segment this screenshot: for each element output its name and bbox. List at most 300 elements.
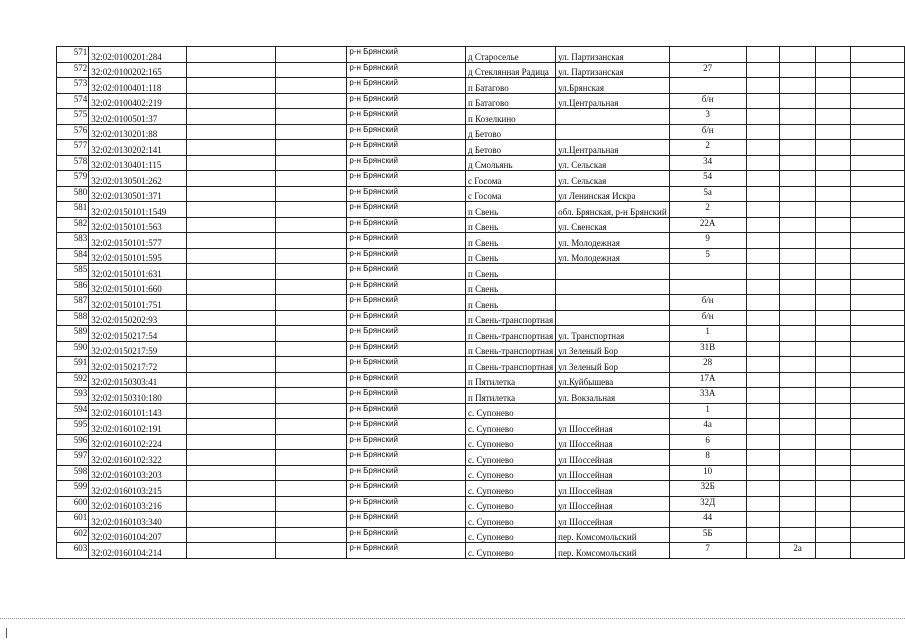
cadastral-number-cell: 32:02:0160103:340 <box>89 512 187 528</box>
house-number-cell: 5Б <box>669 527 746 543</box>
table-row <box>57 93 905 109</box>
empty-cell <box>187 93 276 109</box>
row-number-cell: 598 <box>57 465 89 481</box>
house-number-cell: 3 <box>669 109 746 125</box>
house-number-cell: 6 <box>669 434 746 450</box>
street-cell: ул Шоссейная <box>556 496 670 512</box>
empty-cell <box>851 109 905 125</box>
row-number-cell: 601 <box>57 512 89 528</box>
house-number-cell: 33А <box>669 388 746 404</box>
apartment-cell <box>780 310 816 326</box>
empty-cell <box>851 93 905 109</box>
street-cell: ул Зеленый Бор <box>556 341 670 357</box>
house-number-cell: б/н <box>669 310 746 326</box>
empty-cell <box>275 496 347 512</box>
cadastral-number-cell: 32:02:0130501:371 <box>89 186 187 202</box>
district-cell: р-н Брянский <box>347 155 466 171</box>
row-number-cell: 574 <box>57 93 89 109</box>
district-cell: р-н Брянский <box>347 140 466 156</box>
empty-cell <box>816 543 851 559</box>
empty-cell <box>187 357 276 373</box>
empty-cell <box>746 248 780 264</box>
empty-cell <box>816 434 851 450</box>
street-cell: ул Ленинская Искра <box>556 186 670 202</box>
empty-cell <box>851 248 905 264</box>
district-cell: р-н Брянский <box>347 419 466 435</box>
table-row <box>57 465 905 481</box>
street-cell: пер. Комсомольский <box>556 543 670 559</box>
empty-cell <box>187 512 276 528</box>
street-cell: ул.Куйбышева <box>556 372 670 388</box>
district-cell: р-н Брянский <box>347 264 466 280</box>
apartment-cell <box>780 419 816 435</box>
empty-cell <box>816 264 851 280</box>
district-cell: р-н Брянский <box>347 171 466 187</box>
district-cell: р-н Брянский <box>347 403 466 419</box>
street-cell: ул Зеленый Бор <box>556 357 670 373</box>
locality-cell: с Госома <box>466 171 556 187</box>
row-number-cell: 585 <box>57 264 89 280</box>
table-row <box>57 450 905 466</box>
empty-cell <box>275 140 347 156</box>
apartment-cell <box>780 124 816 140</box>
row-number-cell: 582 <box>57 217 89 233</box>
locality-cell: п Свень <box>466 202 556 218</box>
locality-cell: с. Супонево <box>466 527 556 543</box>
empty-cell <box>187 47 276 63</box>
empty-cell <box>275 357 347 373</box>
street-cell: ул. Вокзальная <box>556 388 670 404</box>
district-cell: р-н Брянский <box>347 527 466 543</box>
empty-cell <box>851 233 905 249</box>
table-row <box>57 512 905 528</box>
house-number-cell: 22А <box>669 217 746 233</box>
empty-cell <box>187 186 276 202</box>
district-cell: р-н Брянский <box>347 279 466 295</box>
house-number-cell: 34 <box>669 155 746 171</box>
house-number-cell: б/н <box>669 93 746 109</box>
empty-cell <box>851 186 905 202</box>
table-row <box>57 140 905 156</box>
empty-cell <box>275 78 347 94</box>
table-row <box>57 403 905 419</box>
district-cell: р-н Брянский <box>347 357 466 373</box>
cadastral-number-cell: 32:02:0160103:203 <box>89 465 187 481</box>
empty-cell <box>187 341 276 357</box>
apartment-cell <box>780 264 816 280</box>
district-cell: р-н Брянский <box>347 341 466 357</box>
locality-cell: п Козелкино <box>466 109 556 125</box>
empty-cell <box>187 171 276 187</box>
empty-cell <box>851 264 905 280</box>
locality-cell: д Старосельe <box>466 47 556 63</box>
empty-cell <box>816 47 851 63</box>
empty-cell <box>187 140 276 156</box>
empty-cell <box>746 388 780 404</box>
apartment-cell <box>780 155 816 171</box>
empty-cell <box>275 419 347 435</box>
empty-cell <box>275 124 347 140</box>
district-cell: р-н Брянский <box>347 47 466 63</box>
apartment-cell <box>780 233 816 249</box>
empty-cell <box>851 434 905 450</box>
page-corner-mark <box>6 628 7 638</box>
cadastral-number-cell: 32:02:0160103:216 <box>89 496 187 512</box>
street-cell: пер. Комсомольский <box>556 527 670 543</box>
locality-cell: п Свень <box>466 248 556 264</box>
empty-cell <box>275 388 347 404</box>
apartment-cell <box>780 326 816 342</box>
empty-cell <box>851 527 905 543</box>
street-cell: ул. Молодежная <box>556 233 670 249</box>
street-cell: ул. Молодежная <box>556 248 670 264</box>
empty-cell <box>851 496 905 512</box>
table-row <box>57 202 905 218</box>
empty-cell <box>187 62 276 78</box>
locality-cell: д Бетово <box>466 124 556 140</box>
apartment-cell <box>780 248 816 264</box>
apartment-cell <box>780 78 816 94</box>
apartment-cell <box>780 217 816 233</box>
empty-cell <box>851 217 905 233</box>
empty-cell <box>816 155 851 171</box>
empty-cell <box>746 47 780 63</box>
empty-cell <box>187 419 276 435</box>
empty-cell <box>851 372 905 388</box>
empty-cell <box>275 62 347 78</box>
empty-cell <box>275 202 347 218</box>
empty-cell <box>187 202 276 218</box>
empty-cell <box>187 527 276 543</box>
empty-cell <box>746 140 780 156</box>
apartment-cell: 2а <box>780 543 816 559</box>
locality-cell: п Свень-транспортная <box>466 357 556 373</box>
empty-cell <box>746 202 780 218</box>
cadastral-number-cell: 32:02:0160104:214 <box>89 543 187 559</box>
empty-cell <box>816 248 851 264</box>
table-row <box>57 279 905 295</box>
empty-cell <box>851 341 905 357</box>
cadastral-number-cell: 32:02:0100201:284 <box>89 47 187 63</box>
cadastral-number-cell: 32:02:0160102:224 <box>89 434 187 450</box>
cadastral-number-cell: 32:02:0160102:322 <box>89 450 187 466</box>
row-number-cell: 583 <box>57 233 89 249</box>
empty-cell <box>275 481 347 497</box>
empty-cell <box>275 512 347 528</box>
empty-cell <box>816 512 851 528</box>
row-number-cell: 581 <box>57 202 89 218</box>
street-cell: ул Шоссейная <box>556 419 670 435</box>
empty-cell <box>816 481 851 497</box>
row-number-cell: 578 <box>57 155 89 171</box>
street-cell: ул. Свенская <box>556 217 670 233</box>
empty-cell <box>851 47 905 63</box>
locality-cell: п Свень-транспортная <box>466 326 556 342</box>
empty-cell <box>746 171 780 187</box>
empty-cell <box>187 109 276 125</box>
empty-cell <box>275 171 347 187</box>
empty-cell <box>275 372 347 388</box>
apartment-cell <box>780 388 816 404</box>
empty-cell <box>187 481 276 497</box>
apartment-cell <box>780 109 816 125</box>
cadastral-number-cell: 32:02:0130401:115 <box>89 155 187 171</box>
locality-cell: п Свень <box>466 279 556 295</box>
empty-cell <box>746 186 780 202</box>
empty-cell <box>187 465 276 481</box>
empty-cell <box>816 109 851 125</box>
cadastral-number-cell: 32:02:0150217:59 <box>89 341 187 357</box>
cadastral-number-cell: 32:02:0150310:180 <box>89 388 187 404</box>
empty-cell <box>187 124 276 140</box>
empty-cell <box>816 295 851 311</box>
row-number-cell: 596 <box>57 434 89 450</box>
cadastral-number-cell: 32:02:0150101:563 <box>89 217 187 233</box>
empty-cell <box>275 109 347 125</box>
empty-cell <box>187 450 276 466</box>
street-cell: ул. Сельская <box>556 155 670 171</box>
table-row <box>57 434 905 450</box>
street-cell: ул. Сельская <box>556 171 670 187</box>
locality-cell: п Свень <box>466 295 556 311</box>
apartment-cell <box>780 279 816 295</box>
empty-cell <box>187 248 276 264</box>
empty-cell <box>746 372 780 388</box>
empty-cell <box>816 62 851 78</box>
apartment-cell <box>780 372 816 388</box>
locality-cell: с. Супонево <box>466 465 556 481</box>
cadastral-number-cell: 32:02:0160103:215 <box>89 481 187 497</box>
empty-cell <box>851 62 905 78</box>
table-row <box>57 357 905 373</box>
empty-cell <box>851 419 905 435</box>
street-cell: ул. Партизанская <box>556 47 670 63</box>
table-row <box>57 124 905 140</box>
empty-cell <box>851 543 905 559</box>
locality-cell: д Бетово <box>466 140 556 156</box>
table-row <box>57 543 905 559</box>
empty-cell <box>275 279 347 295</box>
locality-cell: с. Супонево <box>466 512 556 528</box>
district-cell: р-н Брянский <box>347 295 466 311</box>
street-cell: ул. Транспортная <box>556 326 670 342</box>
empty-cell <box>851 388 905 404</box>
locality-cell: п Свень-транспортная <box>466 341 556 357</box>
table-row <box>57 295 905 311</box>
house-number-cell <box>669 47 746 63</box>
district-cell: р-н Брянский <box>347 465 466 481</box>
row-number-cell: 603 <box>57 543 89 559</box>
empty-cell <box>746 357 780 373</box>
street-cell: ул Шоссейная <box>556 481 670 497</box>
table-row <box>57 155 905 171</box>
empty-cell <box>746 233 780 249</box>
locality-cell: д Смольянь <box>466 155 556 171</box>
empty-cell <box>816 124 851 140</box>
district-cell: р-н Брянский <box>347 434 466 450</box>
apartment-cell <box>780 341 816 357</box>
empty-cell <box>275 264 347 280</box>
row-number-cell: 591 <box>57 357 89 373</box>
house-number-cell: 31В <box>669 341 746 357</box>
cadastral-number-cell: 32:02:0150101:1549 <box>89 202 187 218</box>
locality-cell: с. Супонево <box>466 450 556 466</box>
row-number-cell: 600 <box>57 496 89 512</box>
apartment-cell <box>780 527 816 543</box>
cadastral-number-cell: 32:02:0150101:595 <box>89 248 187 264</box>
empty-cell <box>816 279 851 295</box>
row-number-cell: 594 <box>57 403 89 419</box>
empty-cell <box>746 419 780 435</box>
apartment-cell <box>780 62 816 78</box>
district-cell: р-н Брянский <box>347 372 466 388</box>
street-cell: ул.Брянская <box>556 78 670 94</box>
row-number-cell: 592 <box>57 372 89 388</box>
empty-cell <box>746 543 780 559</box>
street-cell <box>556 279 670 295</box>
locality-cell: д Стеклянная Радица <box>466 62 556 78</box>
house-number-cell: 27 <box>669 62 746 78</box>
row-number-cell: 577 <box>57 140 89 156</box>
empty-cell <box>816 140 851 156</box>
table-row <box>57 310 905 326</box>
street-cell <box>556 310 670 326</box>
row-number-cell: 572 <box>57 62 89 78</box>
apartment-cell <box>780 47 816 63</box>
empty-cell <box>275 527 347 543</box>
cadastral-number-cell: 32:02:0100202:165 <box>89 62 187 78</box>
street-cell <box>556 264 670 280</box>
locality-cell: п Свень-транспортная <box>466 310 556 326</box>
apartment-cell <box>780 171 816 187</box>
empty-cell <box>851 450 905 466</box>
empty-cell <box>851 310 905 326</box>
house-number-cell: 54 <box>669 171 746 187</box>
empty-cell <box>746 62 780 78</box>
row-number-cell: 586 <box>57 279 89 295</box>
empty-cell <box>851 279 905 295</box>
apartment-cell <box>780 140 816 156</box>
empty-cell <box>275 450 347 466</box>
apartment-cell <box>780 93 816 109</box>
empty-cell <box>816 388 851 404</box>
empty-cell <box>746 295 780 311</box>
district-cell: р-н Брянский <box>347 496 466 512</box>
empty-cell <box>816 372 851 388</box>
house-number-cell: 4а <box>669 419 746 435</box>
table-row <box>57 481 905 497</box>
house-number-cell: 7 <box>669 543 746 559</box>
empty-cell <box>187 434 276 450</box>
empty-cell <box>746 279 780 295</box>
cadastral-number-cell: 32:02:0160102:191 <box>89 419 187 435</box>
row-number-cell: 595 <box>57 419 89 435</box>
street-cell: ул Шоссейная <box>556 512 670 528</box>
house-number-cell: 2 <box>669 202 746 218</box>
house-number-cell: 5а <box>669 186 746 202</box>
empty-cell <box>187 279 276 295</box>
cadastral-number-cell: 32:02:0150303:41 <box>89 372 187 388</box>
empty-cell <box>816 217 851 233</box>
empty-cell <box>187 155 276 171</box>
empty-cell <box>746 78 780 94</box>
empty-cell <box>275 47 347 63</box>
empty-cell <box>816 403 851 419</box>
row-number-cell: 573 <box>57 78 89 94</box>
empty-cell <box>746 481 780 497</box>
street-cell: ул Шоссейная <box>556 450 670 466</box>
empty-cell <box>275 403 347 419</box>
locality-cell: с. Супонево <box>466 403 556 419</box>
empty-cell <box>816 326 851 342</box>
row-number-cell: 571 <box>57 47 89 63</box>
locality-cell: с. Супонево <box>466 481 556 497</box>
apartment-cell <box>780 403 816 419</box>
cadastral-number-cell: 32:02:0150101:751 <box>89 295 187 311</box>
table-row <box>57 248 905 264</box>
apartment-cell <box>780 186 816 202</box>
empty-cell <box>851 171 905 187</box>
street-cell: обл. Брянская, р-н Брянский <box>556 202 670 218</box>
cadastral-number-cell: 32:02:0150202:93 <box>89 310 187 326</box>
locality-cell: п Батагово <box>466 93 556 109</box>
empty-cell <box>187 372 276 388</box>
empty-cell <box>851 465 905 481</box>
house-number-cell: 2 <box>669 140 746 156</box>
row-number-cell: 588 <box>57 310 89 326</box>
empty-cell <box>746 403 780 419</box>
table-row <box>57 419 905 435</box>
empty-cell <box>746 93 780 109</box>
cadastral-number-cell: 32:02:0130201:88 <box>89 124 187 140</box>
empty-cell <box>275 326 347 342</box>
cadastral-number-cell: 32:02:0150217:72 <box>89 357 187 373</box>
table-row <box>57 186 905 202</box>
table-row <box>57 264 905 280</box>
empty-cell <box>187 403 276 419</box>
apartment-cell <box>780 512 816 528</box>
empty-cell <box>187 310 276 326</box>
row-number-cell: 593 <box>57 388 89 404</box>
locality-cell: с Госома <box>466 186 556 202</box>
district-cell: р-н Брянский <box>347 62 466 78</box>
empty-cell <box>187 543 276 559</box>
empty-cell <box>816 233 851 249</box>
house-number-cell: 32Б <box>669 481 746 497</box>
locality-cell: п Свень <box>466 233 556 249</box>
table-row <box>57 217 905 233</box>
street-cell <box>556 295 670 311</box>
district-cell: р-н Брянский <box>347 217 466 233</box>
empty-cell <box>275 341 347 357</box>
empty-cell <box>275 248 347 264</box>
house-number-cell: 1 <box>669 326 746 342</box>
cadastral-number-cell: 32:02:0130501:262 <box>89 171 187 187</box>
district-cell: р-н Брянский <box>347 124 466 140</box>
house-number-cell: 44 <box>669 512 746 528</box>
empty-cell <box>851 357 905 373</box>
empty-cell <box>851 295 905 311</box>
empty-cell <box>187 217 276 233</box>
table-row <box>57 496 905 512</box>
empty-cell <box>851 78 905 94</box>
district-cell: р-н Брянский <box>347 326 466 342</box>
house-number-cell: 32Д <box>669 496 746 512</box>
house-number-cell: 28 <box>669 357 746 373</box>
empty-cell <box>187 496 276 512</box>
empty-cell <box>746 124 780 140</box>
empty-cell <box>187 78 276 94</box>
